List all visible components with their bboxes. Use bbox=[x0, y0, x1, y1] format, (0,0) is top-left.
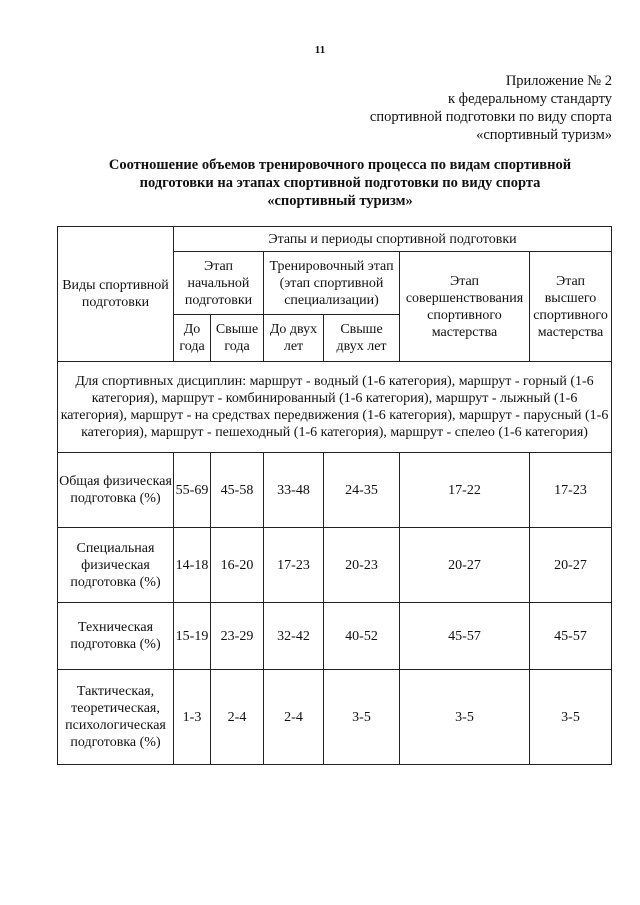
disciplines-note: Для спортивных дисциплин: маршрут - водный (1-6 категория), маршрут - горный (1-6 категория), маршрут - комбинированный (1-6 категория), маршрут - лыжный (1-6 категория), маршрут - на средствах передвижения (1-6 категория), маршрут - парусный (1-6 категория), маршрут - пешеходный (1-6 категория), маршрут - спелео (1-6 категория) bbox=[58, 362, 612, 453]
training-ratio-table bbox=[57, 226, 612, 765]
table-cell: 1-3 bbox=[174, 670, 211, 765]
appendix-line: спортивной подготовки по виду спорта bbox=[369, 109, 612, 125]
row-label: Техническая подготовка (%) bbox=[58, 603, 174, 670]
table-cell: 45-57 bbox=[530, 603, 612, 670]
appendix-block bbox=[370, 72, 612, 144]
table-header-row bbox=[58, 227, 612, 252]
table-cell: 55-69 bbox=[174, 453, 211, 528]
table-cell: 20-27 bbox=[400, 528, 530, 603]
title-line: «спортивный туризм» bbox=[267, 193, 413, 209]
table-cell: 14-18 bbox=[174, 528, 211, 603]
stage-training-header: Тренировочный этап (этап спортивной специализации) bbox=[264, 252, 400, 315]
subheader-over-year: Свыше года bbox=[211, 315, 264, 362]
row-label: Тактическая, теоретическая, психологическая подготовка (%) bbox=[58, 670, 174, 765]
stages-header-cell: Этапы и периоды спортивной подготовки bbox=[174, 227, 612, 252]
stage-highest-header: Этап высшего спортивного мастерства bbox=[530, 252, 612, 362]
table-row bbox=[58, 528, 612, 603]
subheader-up-to-year: До года bbox=[174, 315, 211, 362]
table-row bbox=[58, 670, 612, 765]
table-cell: 3-5 bbox=[530, 670, 612, 765]
table-row bbox=[58, 603, 612, 670]
disciplines-row bbox=[58, 362, 612, 453]
title-line: Соотношение объемов тренировочного процесса по видам спортивной bbox=[108, 157, 572, 173]
table-cell: 3-5 bbox=[324, 670, 400, 765]
table-cell: 23-29 bbox=[211, 603, 264, 670]
table-cell: 24-35 bbox=[324, 453, 400, 528]
document-title bbox=[40, 156, 640, 210]
page-number: 11 bbox=[314, 44, 326, 56]
table-cell: 2-4 bbox=[264, 670, 324, 765]
table-cell: 17-23 bbox=[264, 528, 324, 603]
table-cell: 32-42 bbox=[264, 603, 324, 670]
types-header-cell: Виды спортивной подготовки bbox=[58, 227, 174, 362]
appendix-line: Приложение № 2 bbox=[505, 73, 612, 89]
table-cell: 3-5 bbox=[400, 670, 530, 765]
table-cell: 20-23 bbox=[324, 528, 400, 603]
table-cell: 40-52 bbox=[324, 603, 400, 670]
subheader-up-to-two-years: До двух лет bbox=[264, 315, 324, 362]
appendix-line: «спортивный туризм» bbox=[476, 127, 612, 143]
appendix-line: к федеральному стандарту bbox=[448, 91, 612, 107]
table-cell: 20-27 bbox=[530, 528, 612, 603]
row-label: Специальная физическая подготовка (%) bbox=[58, 528, 174, 603]
row-label: Общая физическая подготовка (%) bbox=[58, 453, 174, 528]
table-cell: 2-4 bbox=[211, 670, 264, 765]
table-cell: 16-20 bbox=[211, 528, 264, 603]
table-cell: 15-19 bbox=[174, 603, 211, 670]
stage-improvement-header: Этап совершенствования спортивного мастерства bbox=[400, 252, 530, 362]
subheader-over-two-years: Свыше двух лет bbox=[324, 315, 400, 362]
table-row bbox=[58, 453, 612, 528]
title-line: подготовки на этапах спортивной подготовки по виду спорта bbox=[139, 175, 541, 191]
table-cell: 45-58 bbox=[211, 453, 264, 528]
stage-initial-header: Этап начальной подготовки bbox=[174, 252, 264, 315]
table-cell: 17-23 bbox=[530, 453, 612, 528]
table-cell: 17-22 bbox=[400, 453, 530, 528]
table-cell: 45-57 bbox=[400, 603, 530, 670]
table-cell: 33-48 bbox=[264, 453, 324, 528]
